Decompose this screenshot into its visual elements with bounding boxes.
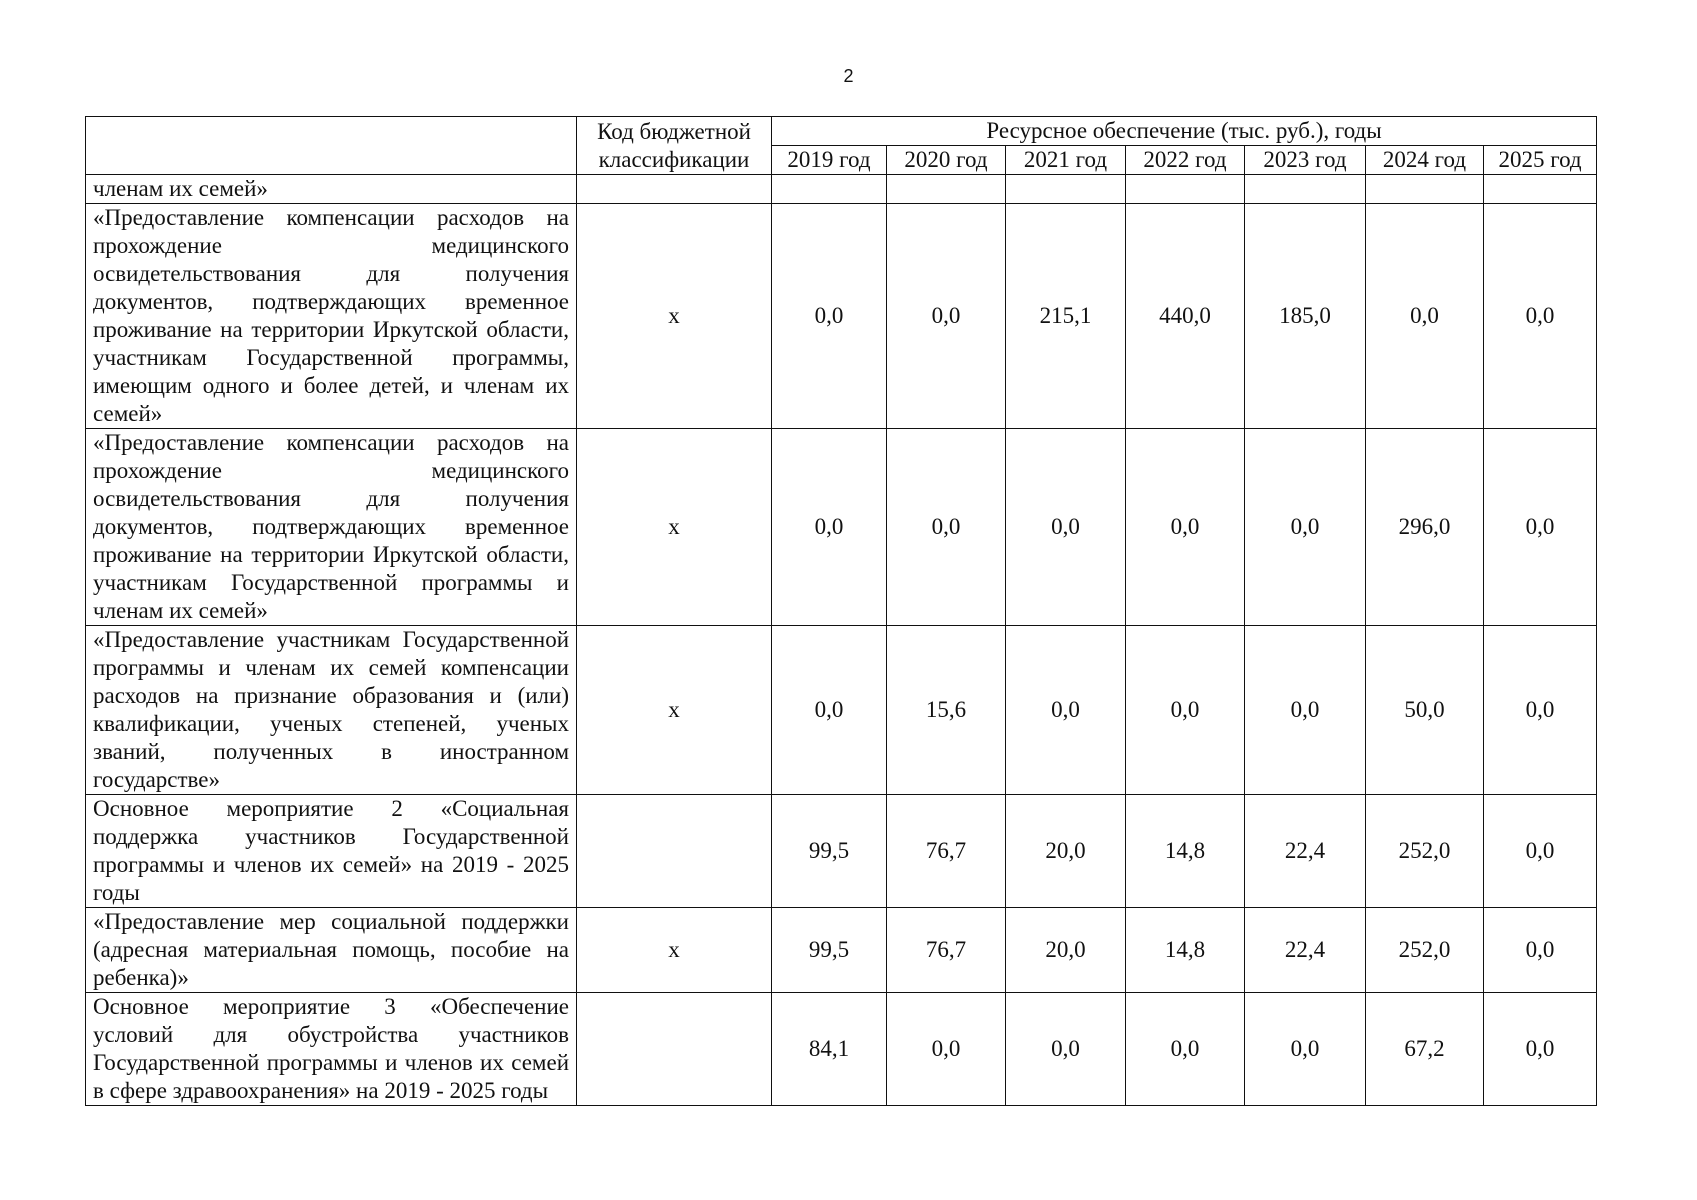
- row-code: х: [577, 204, 772, 429]
- row-value: 0,0: [1484, 429, 1597, 626]
- row-value: 67,2: [1366, 993, 1484, 1106]
- row-value: 252,0: [1366, 908, 1484, 993]
- table-row: [86, 626, 1597, 795]
- row-value: 0,0: [887, 204, 1006, 429]
- row-value: 0,0: [1245, 993, 1366, 1106]
- table-row: [86, 204, 1597, 429]
- row-value: [772, 175, 887, 204]
- row-code: [577, 175, 772, 204]
- header-year: 2023 год: [1245, 146, 1366, 175]
- row-value: [1245, 175, 1366, 204]
- table-row: [86, 175, 1597, 204]
- row-value: 0,0: [1006, 993, 1126, 1106]
- row-value: [887, 175, 1006, 204]
- row-value: 0,0: [1126, 626, 1245, 795]
- row-name: «Предоставление участникам Государственной программы и членам их семей компенсации расходов на признание образования и (или) квалификации, ученых степеней, ученых званий, полученных в иностранном государстве»: [86, 626, 577, 795]
- header-year: 2019 год: [772, 146, 887, 175]
- row-name: «Предоставление мер социальной поддержки (адресная материальная помощь, пособие на ребенка)»: [86, 908, 577, 993]
- row-value: 99,5: [772, 795, 887, 908]
- row-value: 84,1: [772, 993, 887, 1106]
- row-name: членам их семей»: [86, 175, 577, 204]
- table-row: [86, 908, 1597, 993]
- row-code: [577, 993, 772, 1106]
- header-code-label-line-1: Код бюджетной: [597, 118, 751, 144]
- row-value: 252,0: [1366, 795, 1484, 908]
- row-value: [1484, 175, 1597, 204]
- row-value: 0,0: [1126, 993, 1245, 1106]
- header-year: 2024 год: [1366, 146, 1484, 175]
- header-name-cell: [86, 117, 577, 175]
- row-value: 14,8: [1126, 908, 1245, 993]
- row-value: 440,0: [1126, 204, 1245, 429]
- row-value: 76,7: [887, 795, 1006, 908]
- row-value: 0,0: [1006, 626, 1126, 795]
- row-value: 0,0: [1126, 429, 1245, 626]
- header-code-label-line-2: классификации: [598, 146, 750, 172]
- row-value: 22,4: [1245, 795, 1366, 908]
- table-row: [86, 993, 1597, 1106]
- row-value: 0,0: [1484, 626, 1597, 795]
- row-value: 215,1: [1006, 204, 1126, 429]
- row-value: 0,0: [1006, 429, 1126, 626]
- row-code: [577, 795, 772, 908]
- row-name: Основное мероприятие 2 «Социальная поддержка участников Государственной программы и членов их семей» на 2019 - 2025 годы: [86, 795, 577, 908]
- row-value: 0,0: [1484, 795, 1597, 908]
- header-year: 2021 год: [1006, 146, 1126, 175]
- row-name: «Предоставление компенсации расходов на прохождение медицинского освидетельствования для получения документов, подтверждающих временное проживание на территории Иркутской области, участникам Государственной программы, имеющим одного и более детей, и членам их семей»: [86, 204, 577, 429]
- row-value: [1126, 175, 1245, 204]
- row-value: 20,0: [1006, 795, 1126, 908]
- row-value: 76,7: [887, 908, 1006, 993]
- row-value: 22,4: [1245, 908, 1366, 993]
- row-value: 14,8: [1126, 795, 1245, 908]
- row-value: 0,0: [1484, 204, 1597, 429]
- table-body: [86, 175, 1597, 1106]
- row-value: 185,0: [1245, 204, 1366, 429]
- header-code-cell: [577, 117, 772, 175]
- row-value: 296,0: [1366, 429, 1484, 626]
- row-value: 0,0: [1245, 626, 1366, 795]
- row-value: 0,0: [887, 429, 1006, 626]
- row-value: [1006, 175, 1126, 204]
- row-value: 0,0: [1484, 993, 1597, 1106]
- row-value: 0,0: [1245, 429, 1366, 626]
- header-year: 2025 год: [1484, 146, 1597, 175]
- row-value: 0,0: [772, 626, 887, 795]
- row-value: 20,0: [1006, 908, 1126, 993]
- row-value: 0,0: [772, 204, 887, 429]
- header-year: 2020 год: [887, 146, 1006, 175]
- header-year: 2022 год: [1126, 146, 1245, 175]
- table-row: [86, 795, 1597, 908]
- row-value: 0,0: [1366, 204, 1484, 429]
- budget-table: [85, 116, 1597, 1106]
- row-code: х: [577, 626, 772, 795]
- row-name: Основное мероприятие 3 «Обеспечение условий для обустройства участников Государственной программы и членов их семей в сфере здравоохранения» на 2019 - 2025 годы: [86, 993, 577, 1106]
- row-value: 0,0: [887, 993, 1006, 1106]
- header-resources-label: Ресурсное обеспечение (тыс. руб.), годы: [772, 117, 1597, 146]
- row-value: 99,5: [772, 908, 887, 993]
- table-row: [86, 429, 1597, 626]
- row-code: х: [577, 429, 772, 626]
- row-value: 15,6: [887, 626, 1006, 795]
- row-value: 0,0: [772, 429, 887, 626]
- row-value: [1366, 175, 1484, 204]
- page-number: 2: [843, 66, 854, 86]
- row-name: «Предоставление компенсации расходов на прохождение медицинского освидетельствования для получения документов, подтверждающих временное проживание на территории Иркутской области, участникам Государственной программы и членам их семей»: [86, 429, 577, 626]
- row-value: 0,0: [1484, 908, 1597, 993]
- row-code: х: [577, 908, 772, 993]
- table-header: [86, 117, 1597, 175]
- row-value: 50,0: [1366, 626, 1484, 795]
